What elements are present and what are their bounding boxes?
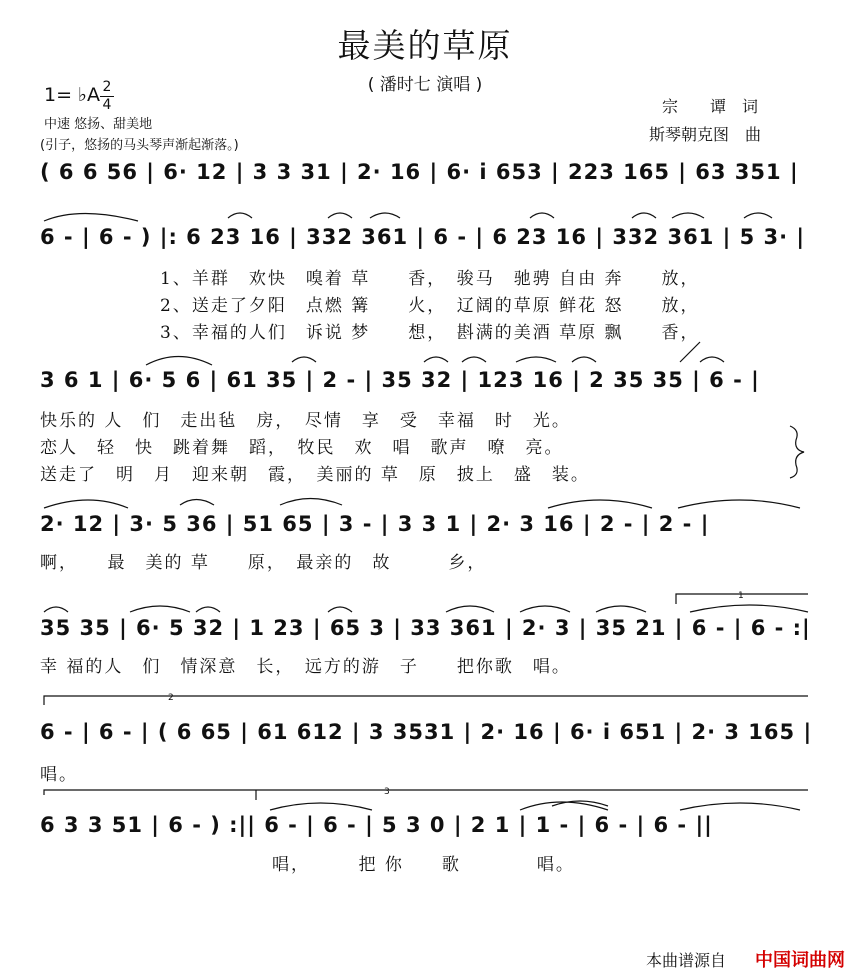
slur-mark [280, 499, 342, 506]
slur-mark [700, 357, 724, 362]
source-label: 本曲谱源自 [646, 951, 727, 970]
staff-line-2: 6 - | 6 - ) |: 6 23 16 | 332 361 | 6 - | 6 23 16 | 332 361 | 5 3· | [40, 225, 806, 249]
verse-lyric-1: 1、羊群 欢快 嗅着 草 香， 骏马 驰骋 自由 奔 放， [160, 269, 700, 289]
slur-mark [548, 500, 652, 508]
volta-2-number: 2 [168, 693, 174, 703]
time-signature-top: 2 [102, 79, 112, 95]
slur-mark [228, 213, 252, 218]
lyricist-credit: 宗 谭 词 [662, 97, 759, 116]
slur-mark [44, 607, 68, 612]
verse-lyric-3: 3、幸福的人们 诉说 梦 想， 斟满的美酒 草原 飘 香， [160, 323, 700, 343]
slur-mark [596, 606, 646, 612]
slur-mark [690, 605, 808, 612]
line3-lyric-2: 恋人 轻 快 跳着舞 蹈， 牧民 欢 唱 歌声 嘹 亮。 [40, 438, 564, 458]
slur-mark [424, 357, 448, 362]
slur-mark [462, 357, 486, 362]
slur-mark [180, 500, 214, 506]
volta-bracket [44, 696, 808, 705]
composer-credit: 斯琴朝克图 曲 [649, 125, 762, 144]
slur-mark [44, 214, 138, 222]
staff-line-7: 6 3 3 51 | 6 - ) :|| 6 - | 6 - | 5 3 0 | 2 1 | 1 - | 6 - | 6 - || [40, 813, 713, 837]
slur-mark [44, 500, 128, 508]
staff-line-3: 3 6 1 | 6· 5 6 | 61 35 | 2 - | 35 32 | 123 16 | 2 35 35 | 6 - | [40, 368, 760, 392]
slur-mark [572, 357, 596, 362]
slur-mark [446, 606, 494, 612]
slur-mark [270, 803, 372, 810]
volta-1-number: 1 [738, 591, 744, 601]
time-signature-bottom: 4 [102, 97, 112, 113]
song-title: 最美的草原 [337, 26, 513, 65]
line7-lyric: 唱， 把 你 歌 唱。 [272, 855, 575, 875]
intro-note: (引子，悠扬的马头琴声渐起渐落。) [40, 138, 239, 153]
key-signature: 1= ♭A [44, 84, 101, 106]
slur-mark [146, 357, 212, 366]
staff-line-6: 6 - | 6 - | ( 6 65 | 61 612 | 3 3531 | 2· 16 | 6· i 651 | 2· 3 165 | [40, 720, 813, 744]
staff-line-5: 35 35 | 6· 5 32 | 1 23 | 65 3 | 33 361 | 2· 3 | 35 21 | 6 - | 6 - :| [40, 616, 811, 640]
slur-mark [292, 357, 316, 362]
staff-line-4: 2· 12 | 3· 5 36 | 51 65 | 3 - | 3 3 1 | 2· 3 16 | 2 - | 2 - | [40, 512, 710, 536]
ornament-mark [680, 342, 700, 362]
line4-lyric: 啊， 最 美的 草 原， 最亲的 故 乡， [40, 553, 487, 573]
source-brand-link[interactable]: 中国词曲网 [755, 950, 845, 971]
line6-lyric: 唱。 [40, 765, 78, 785]
slur-mark [328, 607, 352, 612]
line5-lyric: 幸 福的人 们 情深意 长， 远方的游 子 把你歌 唱。 [40, 657, 571, 677]
slur-mark [196, 607, 220, 612]
performer-credit: ( 潘时七 演唱 ) [367, 75, 483, 95]
slur-mark [744, 213, 772, 218]
line3-lyric-1: 快乐的 人 们 走出毡 房， 尽情 享 受 幸福 时 光。 [40, 411, 571, 431]
verse-lyric-2: 2、送走了夕阳 点燃 篝 火， 辽阔的草原 鲜花 怒 放， [160, 296, 700, 316]
slur-mark [516, 357, 556, 362]
slur-mark [678, 500, 800, 508]
slur-mark [520, 606, 570, 612]
slur-mark [370, 213, 400, 218]
slur-mark [632, 213, 656, 218]
slur-mark [530, 213, 554, 218]
line3-lyric-3: 送走了 明 月 迎来朝 霞， 美丽的 草 原 披上 盛 装。 [40, 465, 590, 485]
volta-3-number: 3 [384, 787, 390, 797]
slur-mark [130, 606, 190, 612]
verse-brace [790, 426, 804, 478]
slur-mark [680, 803, 800, 810]
volta-bracket [44, 790, 808, 800]
tempo-marking: 中速 悠扬、甜美地 [44, 117, 153, 132]
slur-mark [672, 213, 704, 218]
staff-line-1: ( 6 6 56 | 6· 12 | 3 3 31 | 2· 16 | 6· i 653 | 223 165 | 63 351 | [40, 160, 799, 184]
slur-mark [328, 213, 352, 218]
